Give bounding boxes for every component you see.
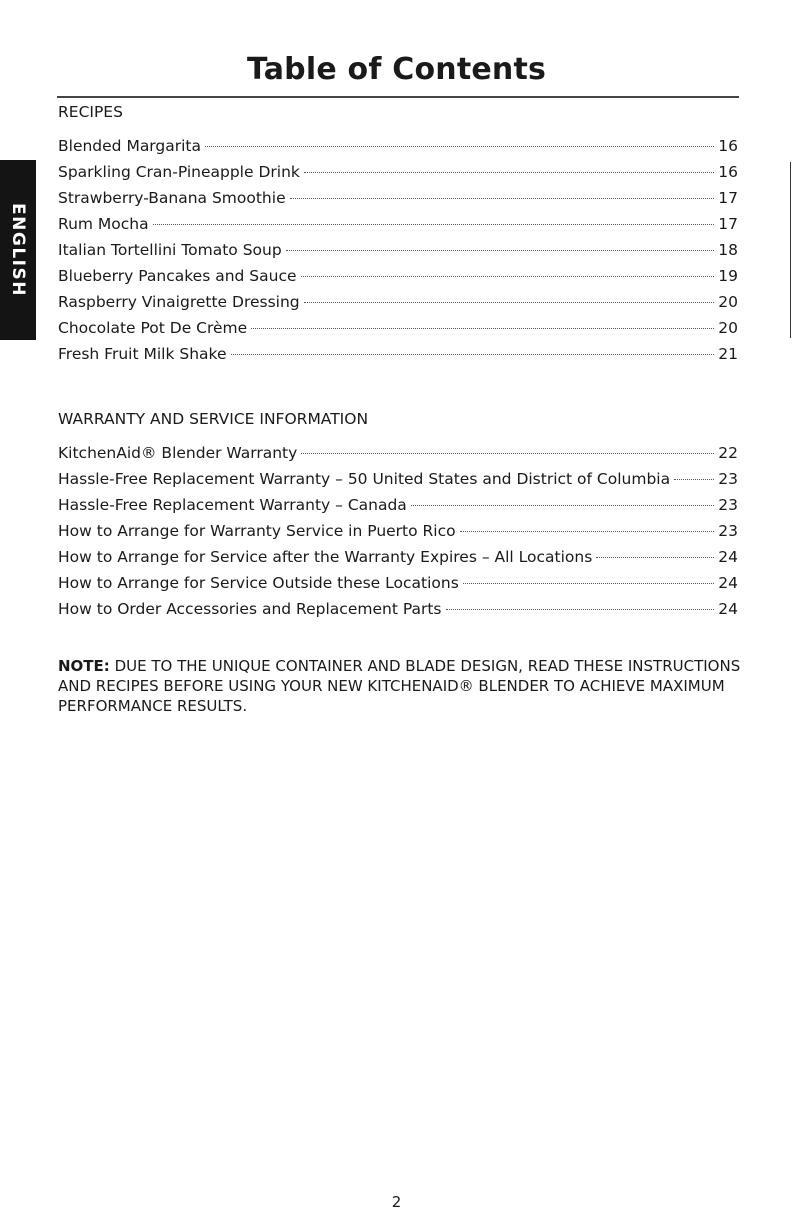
toc-entry-page: 24 <box>718 600 738 618</box>
toc-entry[interactable] <box>58 518 738 544</box>
toc-entry-label: How to Arrange for Service Outside these Locations <box>58 574 459 592</box>
recipes-section <box>58 101 738 367</box>
dot-leader <box>411 505 714 506</box>
toc-entry-label: Hassle-Free Replacement Warranty – Canada <box>58 496 407 514</box>
dot-leader <box>304 172 714 173</box>
toc-entry-label: Blueberry Pancakes and Sauce <box>58 267 297 285</box>
toc-entry[interactable] <box>58 237 738 263</box>
toc-entry-label: KitchenAid® Blender Warranty <box>58 444 298 462</box>
toc-entry[interactable] <box>58 466 738 492</box>
page-edge-line <box>790 162 791 338</box>
dot-leader <box>301 453 714 454</box>
dot-leader <box>251 328 714 329</box>
title-divider <box>57 96 739 98</box>
toc-entry-page: 21 <box>718 345 738 363</box>
toc-entry[interactable] <box>58 315 738 341</box>
toc-entry-page: 20 <box>718 319 738 337</box>
warranty-section <box>58 408 738 622</box>
toc-entry-page: 24 <box>718 548 738 566</box>
language-tab-label: ENGLISH <box>8 203 28 297</box>
note-paragraph <box>58 656 748 716</box>
toc-entry-page: 23 <box>718 470 738 488</box>
toc-entry[interactable] <box>58 289 738 315</box>
toc-entry-page: 18 <box>718 241 738 259</box>
dot-leader <box>304 302 715 303</box>
toc-entry[interactable] <box>58 133 738 159</box>
toc-entry-label: Hassle-Free Replacement Warranty – 50 United States and District of Columbia <box>58 470 671 488</box>
toc-entry-label: How to Arrange for Service after the Warranty Expires – All Locations <box>58 548 593 566</box>
toc-entry-page: 17 <box>718 189 738 207</box>
toc-entry[interactable] <box>58 185 738 211</box>
dot-leader <box>231 354 715 355</box>
toc-entry-page: 22 <box>718 444 738 462</box>
toc-entry[interactable] <box>58 440 738 466</box>
toc-entry[interactable] <box>58 211 738 237</box>
dot-leader <box>286 250 715 251</box>
toc-entry[interactable] <box>58 159 738 185</box>
toc-entry-label: Fresh Fruit Milk Shake <box>58 345 227 363</box>
toc-entry-page: 16 <box>718 163 738 181</box>
dot-leader <box>153 224 715 225</box>
toc-entry-label: Italian Tortellini Tomato Soup <box>58 241 282 259</box>
toc-entry-label: Rum Mocha <box>58 215 149 233</box>
page-number: 2 <box>391 1193 402 1211</box>
toc-entry[interactable] <box>58 492 738 518</box>
toc-entry-label: Strawberry-Banana Smoothie <box>58 189 286 207</box>
toc-entry-label: Chocolate Pot De Crème <box>58 319 248 337</box>
note-label: NOTE: <box>58 657 110 675</box>
toc-entry-label: Raspberry Vinaigrette Dressing <box>58 293 300 311</box>
toc-entry-label: Blended Margarita <box>58 137 202 155</box>
page-title: Table of Contents <box>246 52 547 87</box>
toc-entry[interactable] <box>58 570 738 596</box>
toc-entry-page: 23 <box>718 522 738 540</box>
toc-entry-page: 23 <box>718 496 738 514</box>
dot-leader <box>301 276 715 277</box>
toc-entry-page: 16 <box>718 137 738 155</box>
dot-leader <box>460 531 715 532</box>
toc-entry-page: 20 <box>718 293 738 311</box>
toc-entry-label: How to Arrange for Warranty Service in Puerto Rico <box>58 522 456 540</box>
toc-entry-label: How to Order Accessories and Replacement Parts <box>58 600 442 618</box>
note-text: DUE TO THE UNIQUE CONTAINER AND BLADE DESIGN, READ THESE INSTRUCTIONS AND RECIPES BEFORE USING YOUR NEW KITCHENAID® BLENDER TO ACHIEVE MAXIMUM PERFORMANCE RESULTS. <box>58 657 741 715</box>
dot-leader <box>674 479 714 480</box>
toc-entry[interactable] <box>58 341 738 367</box>
section-heading: WARRANTY AND SERVICE INFORMATION <box>58 410 369 428</box>
dot-leader <box>596 557 714 558</box>
toc-entry-page: 17 <box>718 215 738 233</box>
dot-leader <box>446 609 715 610</box>
toc-entry[interactable] <box>58 544 738 570</box>
toc-entry-page: 19 <box>718 267 738 285</box>
toc-entry-label: Sparkling Cran-Pineapple Drink <box>58 163 300 181</box>
toc-entry[interactable] <box>58 596 738 622</box>
toc-entry[interactable] <box>58 263 738 289</box>
dot-leader <box>205 146 714 147</box>
toc-entry-page: 24 <box>718 574 738 592</box>
section-heading: RECIPES <box>58 103 123 121</box>
dot-leader <box>290 198 715 199</box>
dot-leader <box>463 583 714 584</box>
